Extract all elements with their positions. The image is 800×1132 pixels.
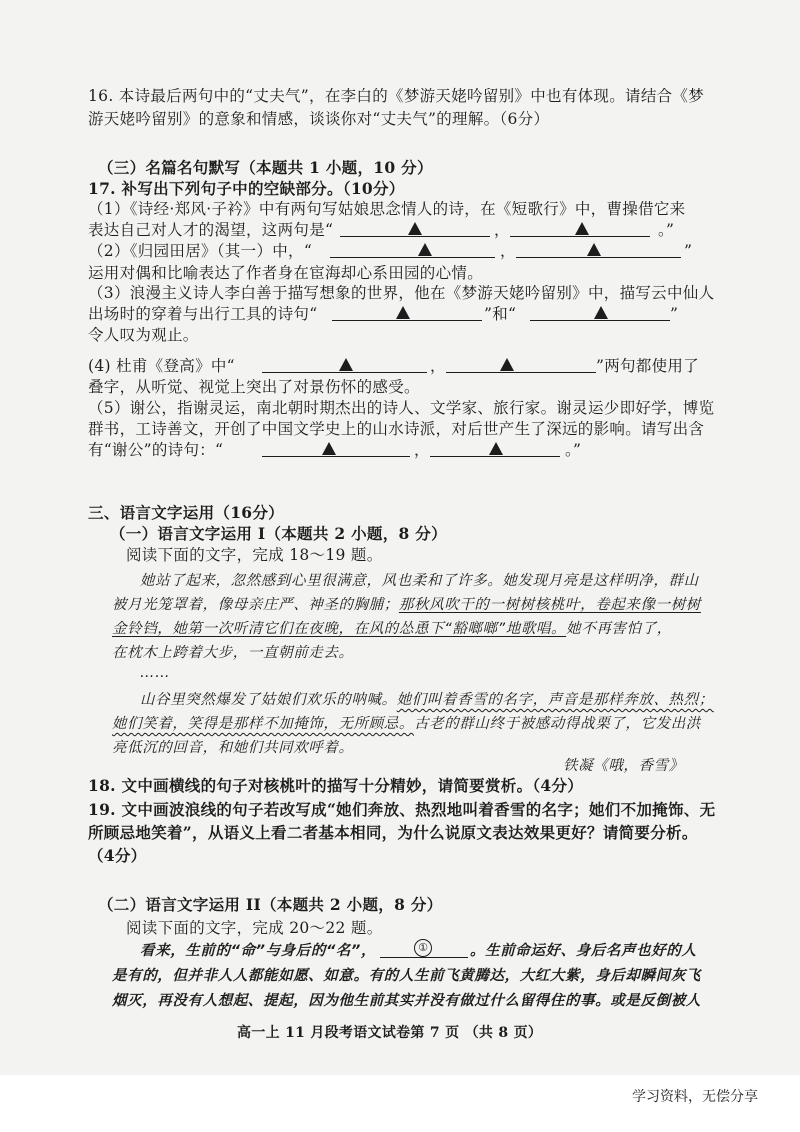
- q16-line-1: 16. 本诗最后两句中的“丈夫气”，在李白的《梦游天姥吟留别》中也有体现。请结合《梦: [88, 87, 705, 105]
- wavy-underlined-sentence: 她们笑着，笑得是那样不加掩饰，无所顾忌。: [112, 716, 414, 732]
- blank-17-2b[interactable]: [516, 257, 681, 258]
- passage-source: 铁凝《哦，香雪》: [563, 758, 684, 774]
- subsection1-heading: （一）语言文字运用 I（本题共 2 小题，8 分）: [110, 524, 447, 543]
- period-quote: 。”: [565, 441, 582, 459]
- passage3-line3: 烟灭，再没有人想起、提起，因为他生前其实并没有做过什么留得住的事。或是反倒被人: [112, 993, 701, 1009]
- instruction-18-19: 阅读下面的文字，完成 18～19 题。: [126, 546, 383, 564]
- part3-heading: 三、语言文字运用（16分）: [88, 503, 284, 522]
- q17-item2-line2: 运用对偶和比喻表达了作者身在宦海却心系田园的心情。: [88, 264, 484, 282]
- q17-item4-line2: 叠字，从听觉、视觉上突出了对景伤怀的感受。: [88, 378, 420, 396]
- triangle-marker-icon: [339, 358, 353, 371]
- blank-17-4b[interactable]: [446, 372, 596, 373]
- underlined-sentence: 那秋风吹干的一树树核桃叶，卷起来像一树树: [398, 597, 701, 613]
- blank-17-3a[interactable]: [332, 320, 482, 321]
- triangle-marker-icon: [575, 222, 589, 235]
- instruction-20-22: 阅读下面的文字，完成 20～22 题。: [126, 919, 383, 937]
- q17-item2-prefix: （2）《归园田居》（其一）中，“: [88, 242, 313, 260]
- passage2-line1: [140, 690, 714, 710]
- q17-item3-line1: （3）浪漫主义诗人李白善于描写想象的世界，他在《梦游天姥吟留别》中，描写云中仙人: [88, 284, 715, 302]
- bottom-note: 学习资料，无偿分享: [632, 1089, 758, 1105]
- subsection2-heading: （二）语言文字运用 II（本题共 2 小题，8 分）: [98, 895, 443, 914]
- blank-17-3b[interactable]: [530, 320, 670, 321]
- period-quote: 。”: [658, 221, 675, 239]
- q17-item4-suffix: ”两句都使用了: [596, 357, 700, 375]
- q19-line2: 所顾忌地笑着”，从语义上看二者基本相同，为什么说原文表达效果更好？请简要分析。: [88, 823, 698, 842]
- triangle-marker-icon: [587, 243, 601, 256]
- q17-item3-line2: 出场时的穿着与出行工具的诗句“: [88, 305, 318, 323]
- blank-17-5b[interactable]: [430, 456, 560, 457]
- triangle-marker-icon: [594, 306, 608, 319]
- triangle-marker-icon: [396, 306, 410, 319]
- comma: ，: [500, 242, 516, 260]
- blank-17-4a[interactable]: [262, 372, 427, 373]
- passage3-line1-suffix: 。生前命运好、身后名声也好的人: [470, 943, 697, 959]
- q17-item1-line2: 表达自己对人才的渴望，这两句是“: [88, 221, 334, 239]
- q17-item4-prefix: (4) 杜甫《登高》中“: [88, 357, 235, 375]
- passage1-line2: [112, 595, 701, 615]
- blank-17-5a[interactable]: [262, 456, 410, 457]
- blank-17-2a[interactable]: [330, 257, 495, 258]
- q17-item5-line1: （5）谢公，指谢灵运，南北朝时期杰出的诗人、文学家、旅行家。谢灵运少即好学，博览: [88, 399, 715, 417]
- passage2-text: 古老的群山终于被感动得战栗了，它发出洪: [414, 716, 701, 732]
- passage1-text: 她不再害怕了，: [566, 621, 672, 637]
- blank-17-1b[interactable]: [510, 236, 650, 237]
- blank-1[interactable]: [380, 957, 468, 958]
- triangle-marker-icon: [500, 358, 514, 371]
- q19-line1: 19. 文中画波浪线的句子若改写成“她们奔放、热烈地叫着香雪的名字；她们不加掩饰、无: [88, 800, 716, 819]
- passage1-line4: 在枕木上跨着大步，一直朝前走去。: [112, 645, 354, 661]
- passage1-text: 被月光笼罩着，像母亲庄严、神圣的胸脯；: [112, 597, 399, 613]
- quote-end: ”: [670, 305, 679, 323]
- and-connector: ”和“: [484, 305, 517, 323]
- ellipsis: ……: [140, 665, 171, 681]
- comma: ，: [430, 357, 446, 375]
- q16-line-2: 游天姥吟留别》的意象和情感，谈谈你对“丈夫气”的理解。（6分）: [88, 110, 550, 128]
- passage3-line2: 是有的，但并非人人都能如愿、如意。有的人生前飞黄腾达，大红大紫，身后却瞬间灰飞: [112, 968, 701, 984]
- section-heading-dictation: （三）名篇名句默写（本题共 1 小题，10 分）: [98, 158, 433, 177]
- passage2-line3: 亮低沉的回音，和她们共同欢呼着。: [112, 740, 354, 756]
- comma: ，: [414, 441, 430, 459]
- q17-item3-line3: 令人叹为观止。: [88, 326, 199, 344]
- triangle-marker-icon: [489, 442, 503, 455]
- passage2-text: 山谷里突然爆发了姑娘们欢乐的呐喊。: [140, 692, 397, 708]
- triangle-marker-icon: [418, 243, 432, 256]
- quote-end: ”: [684, 242, 693, 260]
- q18: 18. 文中画横线的句子对核桃叶的描写十分精妙，请简要赏析。（4分）: [88, 776, 584, 795]
- triangle-marker-icon: [322, 442, 336, 455]
- wavy-underlined-sentence: 她们叫着香雪的名字，声音是那样奔放、热烈；: [396, 692, 714, 708]
- triangle-marker-icon: [408, 222, 422, 235]
- passage1-line1: 她站了起来，忽然感到心里很满意，风也柔和了许多。她发现月亮是这样明净，群山: [140, 573, 699, 589]
- comma: ，: [494, 221, 510, 239]
- q17-item1-line1: （1）《诗经·郑风·子衿》中有两句写姑娘思念情人的诗，在《短歌行》中，曹操借它来: [88, 200, 686, 218]
- q17-item5-line2: 群书，工诗善文，开创了中国文学史上的山水诗派，对后世产生了深远的影响。请写出含: [88, 420, 705, 438]
- passage1-line3: [112, 619, 672, 639]
- q17-title: 17. 补写出下列句子中的空缺部分。（10分）: [88, 179, 405, 198]
- passage2-line2: [112, 714, 701, 734]
- circled-number: ①: [414, 939, 432, 957]
- q17-item5-line3: 有“谢公”的诗句：“: [88, 441, 224, 459]
- q19-line3: （4分）: [88, 846, 147, 865]
- underlined-sentence: 金铃铛，她第一次听清它们在夜晚，在风的怂恿下“豁啷啷”地歌唱。: [112, 621, 567, 637]
- blank-17-1a[interactable]: [340, 236, 490, 237]
- page-footer: 高一上 11 月段考语文试卷第 7 页 （共 8 页）: [237, 1025, 543, 1041]
- passage3-line1-prefix: 看来，生前的“命”与身后的“名”，: [140, 943, 377, 959]
